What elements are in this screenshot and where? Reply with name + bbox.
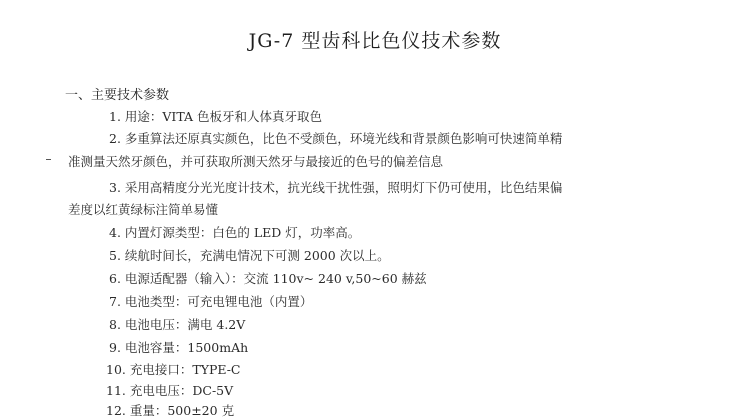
spec-item-12: 12. 重量：500±20 克 xyxy=(106,403,235,418)
spec-item-5: 5. 续航时间长，充满电情况下可测 2000 次以上。 xyxy=(109,248,390,263)
spec-item-3: 3. 采用高精度分光光度计技术，抗光线干扰性强，照明灯下仍可使用，比色结果偏 xyxy=(109,180,563,195)
section-heading: 一、主要技术参数 xyxy=(65,88,170,103)
spec-item-1: 1. 用途：VITA 色板牙和人体真牙取色 xyxy=(109,109,323,124)
spec-item-9: 9. 电池容量：1500mAh xyxy=(109,340,249,355)
spec-item-4: 4. 内置灯源类型：白色的 LED 灯，功率高。 xyxy=(109,225,361,240)
spec-item-10: 10. 充电接口：TYPE-C xyxy=(106,362,241,377)
spec-item-7: 7. 电池类型：可充电锂电池（内置） xyxy=(109,294,313,309)
spec-item-6: 6. 电源适配器（输入）：交流 110v~ 240 v,50~60 赫兹 xyxy=(109,271,427,286)
spec-item-2: 2. 多重算法还原真实颜色，比色不受颜色，环境光线和背景颜色影响可快速简单精 xyxy=(109,131,563,146)
document-title: JG-7 型齿科比色仪技术参数 xyxy=(248,30,502,52)
spec-item-2-cont: 准测量天然牙颜色，并可获取所测天然牙与最接近的色号的偏差信息 xyxy=(68,154,444,169)
margin-dash xyxy=(46,159,51,160)
spec-item-8: 8. 电池电压：满电 4.2V xyxy=(109,317,246,332)
spec-item-11: 11. 充电电压：DC-5V xyxy=(106,383,234,398)
spec-item-3-cont: 差度以红黄绿标注简单易懂 xyxy=(68,202,219,217)
